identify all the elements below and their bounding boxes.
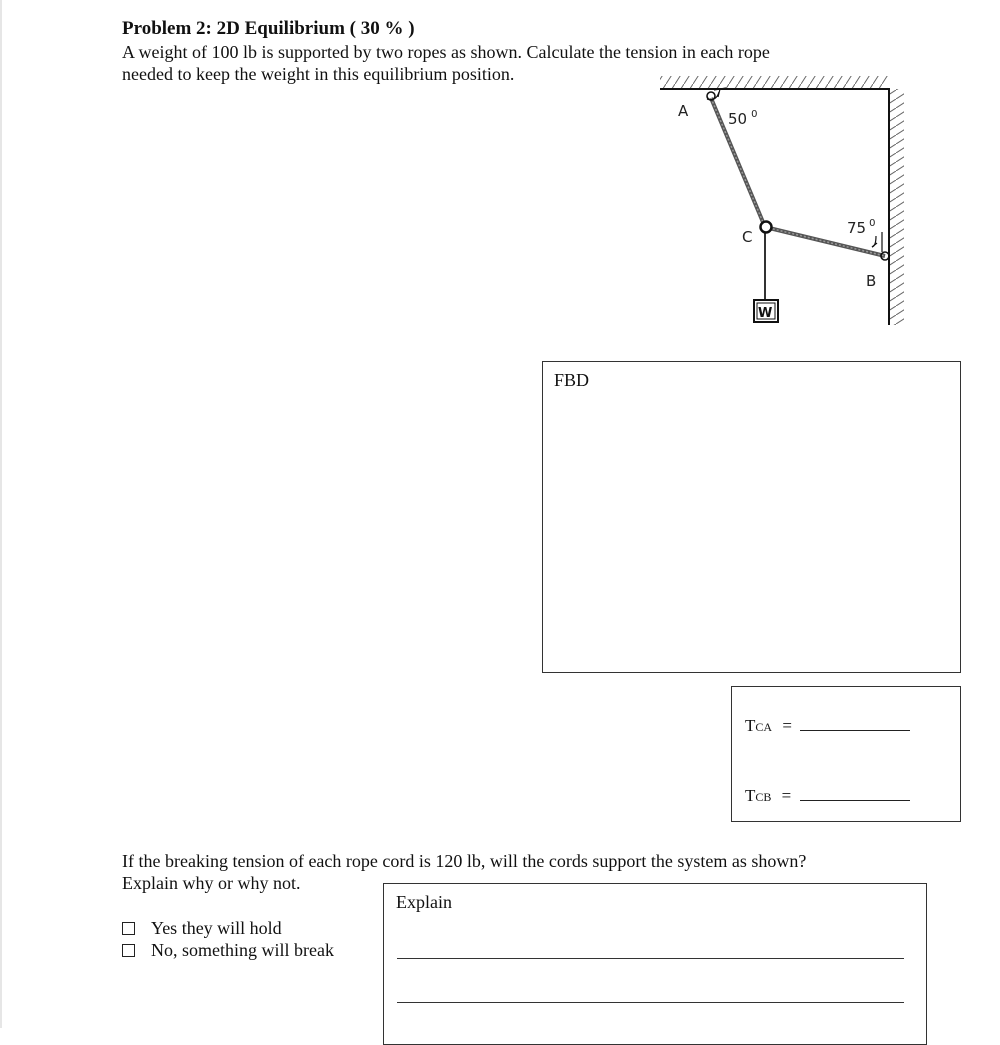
problem-statement-line2: needed to keep the weight in this equilibrium position.: [122, 64, 515, 84]
problem-statement-line1: A weight of 100 lb is supported by two ropes as shown. Calculate the tension in each rope: [122, 42, 770, 62]
explain-label: Explain: [396, 892, 452, 912]
tca-answer-field[interactable]: [800, 716, 910, 731]
tcb-answer-field[interactable]: [800, 786, 910, 801]
tcb-answer-line: TCB =: [745, 786, 910, 806]
question-line2: Explain why or why not.: [122, 873, 301, 893]
problem-title: Problem 2: 2D Equilibrium ( 30 % ): [122, 18, 415, 39]
checkbox-no[interactable]: [122, 944, 135, 957]
label-point-b: B: [866, 272, 877, 290]
joint-c: [761, 222, 772, 233]
ceiling-hatch: [660, 76, 888, 88]
option-yes[interactable]: Yes they will hold: [122, 918, 282, 939]
rope-diagram: [0, 0, 1000, 340]
checkbox-yes[interactable]: [122, 922, 135, 935]
question-line1: If the breaking tension of each rope cord is 120 lb, will the cords support the system as shown?: [122, 851, 807, 871]
label-weight: W: [758, 306, 773, 321]
tca-answer-line: TCA =: [745, 716, 910, 736]
option-no[interactable]: No, something will break: [122, 940, 334, 961]
fbd-box[interactable]: [542, 361, 961, 673]
explain-box[interactable]: [383, 883, 927, 1045]
label-angle-a: 50 $^0$: [728, 109, 758, 128]
label-point-c: C: [742, 228, 753, 246]
explain-line-1[interactable]: [397, 958, 904, 959]
label-angle-b: 75 $^0$: [847, 218, 876, 237]
wall-hatch: [890, 89, 904, 325]
label-point-a: A: [678, 102, 689, 120]
explain-line-2[interactable]: [397, 1002, 904, 1003]
fbd-label: FBD: [554, 370, 590, 390]
